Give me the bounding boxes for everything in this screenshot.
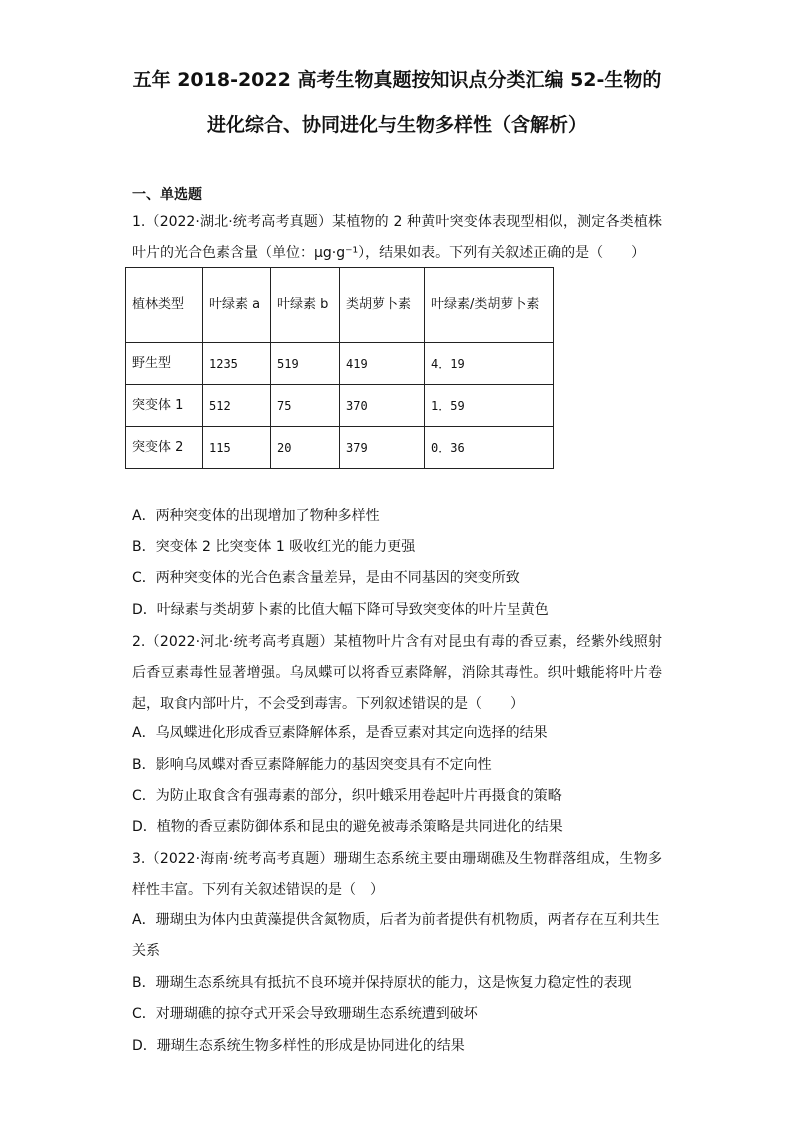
- table-cell: 370: [340, 385, 425, 427]
- question-2-option-d: D．植物的香豆素防御体系和昆虫的避免被毒杀策略是共同进化的结果: [132, 819, 563, 835]
- table-cell: 512: [203, 385, 271, 427]
- table-header-cell: 类胡萝卜素: [340, 268, 425, 343]
- table-cell: 20: [271, 427, 340, 469]
- table-cell: 1235: [203, 343, 271, 385]
- question-3-stem: 3.（2022·海南·统考高考真题）珊瑚生态系统主要由珊瑚礁及生物群落组成，生物多样性丰富。下列有关叙述错误的是（ ）: [132, 851, 662, 898]
- table-header-cell: 叶绿素/类胡萝卜素: [425, 268, 554, 343]
- document-title-line-1: 五年 2018-2022 高考生物真题按知识点分类汇编 52-生物的: [132, 69, 662, 91]
- question-2-option-b: B．影响乌凤蝶对香豆素降解能力的基因突变具有不定向性: [132, 757, 492, 773]
- table-row: [126, 343, 554, 385]
- question-1-option-b: B．突变体 2 比突变体 1 吸收红光的能力更强: [132, 539, 416, 555]
- table-cell: 突变体 2: [126, 427, 203, 469]
- question-3-option-b: B．珊瑚生态系统具有抵抗不良环境并保持原状的能力，这是恢复力稳定性的表现: [132, 975, 632, 991]
- table-cell: 115: [203, 427, 271, 469]
- question-3-option-d: D．珊瑚生态系统生物多样性的形成是协同进化的结果: [132, 1038, 465, 1054]
- table-cell: 4．19: [425, 343, 554, 385]
- question-3-option-a: A．珊瑚虫为体内虫黄藻提供含氮物质，后者为前者提供有机物质，两者存在互利共生关系: [132, 912, 660, 959]
- table-cell: 379: [340, 427, 425, 469]
- table-header-row: [126, 268, 554, 343]
- question-1-stem: 1.（2022·湖北·统考高考真题）某植物的 2 种黄叶突变体表现型相似，测定各类植株叶片的光合色素含量（单位：μg·g⁻¹），结果如表。下列有关叙述正确的是（ ）: [132, 214, 662, 261]
- document-title-line-2: 进化综合、协同进化与生物多样性（含解析）: [206, 114, 587, 136]
- section-heading: 一、单选题: [132, 187, 202, 203]
- table-cell: 1．59: [425, 385, 554, 427]
- table-header-cell: 叶绿素 b: [271, 268, 340, 343]
- table-cell: 野生型: [126, 343, 203, 385]
- question-2-option-c: C．为防止取食含有强毒素的部分，织叶蛾采用卷起叶片再摄食的策略: [132, 788, 562, 804]
- question-2-option-a: A．乌凤蝶进化形成香豆素降解体系，是香豆素对其定向选择的结果: [132, 725, 548, 741]
- table-header-cell: 植林类型: [126, 268, 203, 343]
- table-cell: 0．36: [425, 427, 554, 469]
- pigment-table: [125, 267, 554, 469]
- question-1-option-a: A．两种突变体的出现增加了物种多样性: [132, 508, 380, 524]
- question-2-stem: 2.（2022·河北·统考高考真题）某植物叶片含有对昆虫有毒的香豆素，经紫外线照射后香豆素毒性显著增强。乌凤蝶可以将香豆素降解，消除其毒性。织叶蛾能将叶片卷起，取食内部叶片，不会受到毒害。下列叙述错误的是（ ）: [132, 634, 662, 712]
- table-cell: 突变体 1: [126, 385, 203, 427]
- table-cell: 75: [271, 385, 340, 427]
- table-row: [126, 385, 554, 427]
- question-1-option-c: C．两种突变体的光合色素含量差异，是由不同基因的突变所致: [132, 570, 520, 586]
- table-row: [126, 427, 554, 469]
- table-cell: 419: [340, 343, 425, 385]
- table-header-cell: 叶绿素 a: [203, 268, 271, 343]
- table-cell: 519: [271, 343, 340, 385]
- question-3-option-c: C．对珊瑚礁的掠夺式开采会导致珊瑚生态系统遭到破坏: [132, 1006, 478, 1022]
- question-1-option-d: D．叶绿素与类胡萝卜素的比值大幅下降可导致突变体的叶片呈黄色: [132, 602, 549, 618]
